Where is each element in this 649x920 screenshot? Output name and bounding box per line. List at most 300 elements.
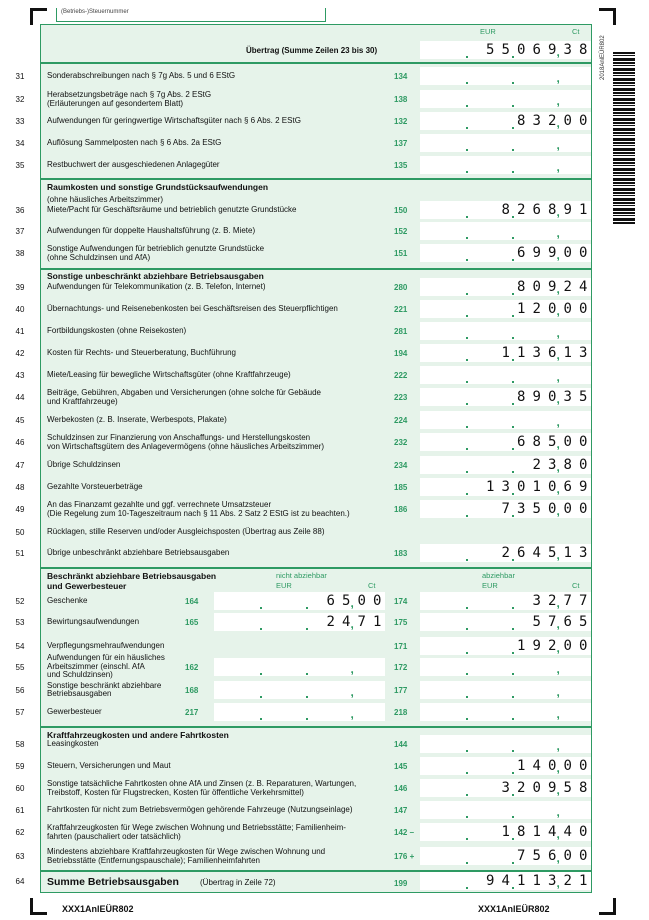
digit-cell (513, 658, 529, 676)
digit-cell: 0 (513, 478, 529, 496)
digit-cell: 8 (513, 388, 529, 406)
row-code: 144 (394, 740, 408, 749)
digit-cell (451, 703, 467, 721)
digit-cell: 4 (338, 613, 354, 631)
row-code: 145 (394, 762, 408, 771)
row-value-field[interactable] (420, 456, 591, 474)
digit-cell (214, 592, 230, 610)
digit-cell (436, 872, 452, 890)
row-value-field[interactable] (420, 201, 591, 219)
digit-cell (467, 847, 483, 865)
digit-cell (482, 433, 498, 451)
row-number: 38 (15, 249, 25, 258)
digit-cell: 8 (498, 201, 514, 219)
digit-cell (529, 681, 545, 699)
digit-cell (575, 67, 591, 85)
decimal-comma: , (350, 662, 354, 676)
row-number: 52 (15, 597, 25, 606)
decimal-comma: , (556, 415, 560, 429)
digit-cell (261, 592, 277, 610)
digit-cell (467, 322, 483, 340)
digit-cell: 5 (529, 613, 545, 631)
digit-cell (369, 703, 385, 721)
row-value-field[interactable] (420, 779, 591, 797)
row-code: 186 (394, 505, 408, 514)
digit-cell (482, 823, 498, 841)
row-value-field[interactable] (420, 544, 591, 562)
digit-cell: 0 (575, 847, 591, 865)
row-value-field[interactable] (420, 112, 591, 130)
digit-cell (420, 658, 436, 676)
digit-cell (420, 388, 436, 406)
row-code: 185 (394, 483, 408, 492)
digit-cell: 0 (560, 847, 576, 865)
ct-label: Ct (572, 27, 580, 36)
digit-cell: 6 (513, 244, 529, 262)
digit-cell: 2 (560, 278, 576, 296)
row-value-nicht-abziehbar[interactable] (214, 613, 385, 631)
row-value-field[interactable] (420, 322, 591, 340)
digit-cell (323, 658, 339, 676)
row-number: 54 (15, 642, 25, 651)
row-value-field[interactable] (420, 344, 591, 362)
decimal-comma: , (556, 392, 560, 406)
digit-cell (529, 703, 545, 721)
digit-cell (451, 779, 467, 797)
digit-cell (467, 544, 483, 562)
digit-cell: 0 (560, 112, 576, 130)
row-number: 35 (15, 161, 25, 170)
digit-cell (513, 735, 529, 753)
digit-cell (436, 801, 452, 819)
row-code: 146 (394, 784, 408, 793)
digit-cell (498, 703, 514, 721)
digit-cell: 0 (529, 278, 545, 296)
digit-cell (451, 278, 467, 296)
row-value-nicht-abziehbar[interactable] (214, 658, 385, 676)
digit-cell (560, 703, 576, 721)
row-value-abziehbar[interactable] (420, 613, 591, 631)
digit-cell (482, 344, 498, 362)
digit-cell: 2 (544, 637, 560, 655)
row-value-abziehbar[interactable] (420, 592, 591, 610)
digit-cell (420, 757, 436, 775)
digit-cell (498, 112, 514, 130)
row-value-nicht-abziehbar[interactable] (214, 681, 385, 699)
row-label: Kosten für Rechts- und Steuerberatung, Buchführung (47, 348, 237, 357)
row-number: 37 (15, 227, 25, 236)
row-code: 224 (394, 416, 408, 425)
digit-cell (467, 411, 483, 429)
row-label: Verpflegungsmehraufwendungen (47, 641, 165, 650)
digit-cell (513, 456, 529, 474)
row-label: Treibstoff, Kosten für Flugstrecken, Kosten für öffentliche Verkehrsmittel) (47, 788, 304, 797)
digit-cell (436, 41, 452, 59)
row-number: 49 (15, 505, 25, 514)
digit-cell (529, 222, 545, 240)
digit-cell: 1 (369, 613, 385, 631)
digit-cell: 1 (529, 872, 545, 890)
digit-cell (436, 735, 452, 753)
row-value-field[interactable] (420, 433, 591, 451)
row-label: von Wirtschaftsgütern des Anlagevermögens (ohne häusliches Arbeitszimmer) (47, 442, 325, 451)
digit-cell (261, 658, 277, 676)
digit-cell (467, 872, 483, 890)
digit-cell (436, 344, 452, 362)
eur-label: EUR (480, 27, 496, 36)
digit-cell: 3 (529, 112, 545, 130)
row-number: 55 (15, 663, 25, 672)
digit-cell (498, 456, 514, 474)
digit-cell (420, 411, 436, 429)
digit-cell: 9 (529, 388, 545, 406)
digit-cell (467, 344, 483, 362)
digit-cell (292, 681, 308, 699)
digit-cell (498, 322, 514, 340)
digit-cell: 5 (544, 544, 560, 562)
digit-cell (467, 300, 483, 318)
digit-cell (482, 456, 498, 474)
row-label: Aufwendungen für ein häusliches (47, 653, 165, 663)
digit-cell: 4 (529, 544, 545, 562)
digit-cell (467, 222, 483, 240)
digit-cell (513, 366, 529, 384)
row-value-field[interactable] (420, 847, 591, 865)
digit-cell (420, 801, 436, 819)
digit-cell (436, 278, 452, 296)
digit-cell (420, 156, 436, 174)
digit-cell (230, 658, 246, 676)
digit-cell (436, 847, 452, 865)
steuernummer-label: (Betriebs-)Steuernummer (61, 9, 129, 15)
digit-cell (467, 823, 483, 841)
row-number: 42 (15, 349, 25, 358)
row-number: 40 (15, 305, 25, 314)
digit-cell: 7 (498, 500, 514, 518)
total-value-field[interactable] (420, 872, 591, 890)
digit-cell (420, 779, 436, 797)
row-value-field[interactable] (420, 134, 591, 152)
row-value-field[interactable] (420, 156, 591, 174)
digit-cell (482, 613, 498, 631)
ct-label-right: Ct (572, 581, 580, 590)
digit-cell: 0 (575, 757, 591, 775)
digit-cell (436, 244, 452, 262)
digit-cell: 4 (575, 278, 591, 296)
digit-cell (451, 872, 467, 890)
digit-cell: 8 (513, 278, 529, 296)
digit-cell (307, 681, 323, 699)
digit-cell (529, 658, 545, 676)
decimal-comma: , (556, 641, 560, 655)
digit-cell (436, 592, 452, 610)
digit-cell: 1 (529, 823, 545, 841)
decimal-comma: , (556, 71, 560, 85)
digit-cell (307, 703, 323, 721)
digit-cell (498, 681, 514, 699)
digit-cell (575, 658, 591, 676)
digit-cell (513, 681, 529, 699)
digit-cell (214, 681, 230, 699)
digit-cell (292, 592, 308, 610)
digit-cell: 9 (560, 201, 576, 219)
row-label: und Kraftfahrzeuge) (47, 397, 118, 406)
row-value-abziehbar[interactable] (420, 703, 591, 721)
digit-cell (529, 156, 545, 174)
digit-cell (436, 637, 452, 655)
row-value-field[interactable] (420, 500, 591, 518)
digit-cell: 5 (529, 500, 545, 518)
digit-cell: 4 (544, 823, 560, 841)
row-code-nicht-abziehbar: 162 (185, 663, 199, 672)
row-value-field[interactable] (420, 366, 591, 384)
digit-cell (467, 779, 483, 797)
row-number: 64 (15, 877, 25, 886)
digit-cell (498, 433, 514, 451)
digit-cell (261, 703, 277, 721)
row-value-field[interactable] (420, 222, 591, 240)
digit-cell (420, 544, 436, 562)
row-value-field[interactable] (420, 244, 591, 262)
digit-cell (214, 703, 230, 721)
digit-cell (467, 433, 483, 451)
digit-cell (467, 757, 483, 775)
section-divider (40, 178, 592, 180)
digit-cell (513, 801, 529, 819)
row-number: 45 (15, 416, 25, 425)
digit-cell (467, 134, 483, 152)
row-number: 41 (15, 327, 25, 336)
decimal-comma: , (350, 596, 354, 610)
row-value-field[interactable] (420, 300, 591, 318)
digit-cell (513, 613, 529, 631)
row-value-abziehbar[interactable] (420, 637, 591, 655)
digit-cell (214, 613, 230, 631)
row-value-field[interactable] (420, 411, 591, 429)
digit-cell (420, 90, 436, 108)
digit-cell (467, 278, 483, 296)
digit-cell: 7 (354, 613, 370, 631)
decimal-comma: , (556, 596, 560, 610)
digit-cell (560, 156, 576, 174)
digit-cell (498, 592, 514, 610)
row-value-field[interactable] (420, 757, 591, 775)
digit-cell: 9 (482, 872, 498, 890)
row-number: 33 (15, 117, 25, 126)
digit-cell: 2 (513, 201, 529, 219)
digit-cell (214, 658, 230, 676)
digit-cell (482, 544, 498, 562)
decimal-comma: , (556, 827, 560, 841)
digit-cell: 0 (560, 300, 576, 318)
digit-cell (436, 90, 452, 108)
decimal-comma: , (556, 348, 560, 362)
digit-cell (467, 112, 483, 130)
digit-cell (482, 156, 498, 174)
digit-cell (467, 658, 483, 676)
digit-cell (467, 156, 483, 174)
row-code-abziehbar: 172 (394, 663, 408, 672)
digit-cell (513, 592, 529, 610)
ct-label-left: Ct (368, 581, 376, 590)
row-number: 61 (15, 806, 25, 815)
digit-cell (575, 366, 591, 384)
row-number: 59 (15, 762, 25, 771)
digit-cell (436, 658, 452, 676)
row-label: Übrige Schuldzinsen (47, 460, 121, 469)
digit-cell (513, 322, 529, 340)
row-value-field[interactable] (420, 90, 591, 108)
digit-cell: 1 (513, 300, 529, 318)
digit-cell (451, 366, 467, 384)
row-value-field[interactable] (420, 823, 591, 841)
row-number: 43 (15, 371, 25, 380)
digit-cell (498, 278, 514, 296)
digit-cell (436, 703, 452, 721)
digit-cell (467, 592, 483, 610)
digit-cell (261, 681, 277, 699)
digit-cell (420, 222, 436, 240)
digit-cell (451, 847, 467, 865)
row-label: Sonderabschreibungen nach § 7g Abs. 5 und 6 EStG (47, 71, 236, 80)
digit-cell: 0 (560, 757, 576, 775)
digit-cell (420, 322, 436, 340)
digit-cell: 1 (529, 478, 545, 496)
digit-cell (482, 90, 498, 108)
total-note: (Übertrag in Zeile 72) (200, 878, 276, 887)
digit-cell (498, 90, 514, 108)
corner-mark-top-right (599, 8, 616, 25)
digit-cell (420, 823, 436, 841)
digit-cell (420, 456, 436, 474)
digit-cell: 5 (498, 41, 514, 59)
digit-cell (467, 366, 483, 384)
digit-cell (498, 735, 514, 753)
total-label: Summe Betriebsausgaben (47, 876, 179, 888)
digit-cell (420, 500, 436, 518)
digit-cell (323, 681, 339, 699)
digit-cell (451, 500, 467, 518)
digit-cell: 5 (529, 847, 545, 865)
row-value-field[interactable] (420, 478, 591, 496)
digit-cell: 3 (498, 478, 514, 496)
digit-cell: 9 (529, 637, 545, 655)
footer-code-right: XXX1AnlEÜR802 (478, 904, 550, 914)
digit-cell: 5 (560, 779, 576, 797)
decimal-comma: , (556, 282, 560, 296)
digit-cell: 0 (575, 300, 591, 318)
section-beschraenkt-title-1: Beschränkt abziehbare Betriebsausgaben (47, 571, 217, 581)
digit-cell: 4 (498, 872, 514, 890)
digit-cell: 6 (529, 201, 545, 219)
digit-cell: 1 (513, 872, 529, 890)
row-value-field[interactable] (420, 735, 591, 753)
digit-cell (575, 735, 591, 753)
row-label: Aufwendungen für geringwertige Wirtschaftsgüter nach § 6 Abs. 2 EStG (47, 116, 301, 125)
digit-cell (560, 658, 576, 676)
row-label: Restbuchwert der ausgeschiedenen Anlagegüter (47, 160, 220, 169)
section-raum-title: Raumkosten und sonstige Grundstücksaufwendungen (47, 182, 269, 192)
section-beschraenkt-title-2: und Gewerbesteuer (47, 581, 127, 591)
digit-cell: 3 (544, 872, 560, 890)
row-value-abziehbar[interactable] (420, 658, 591, 676)
row-code: 137 (394, 139, 408, 148)
row-value-field[interactable] (420, 801, 591, 819)
decimal-comma: , (350, 707, 354, 721)
digit-cell (230, 613, 246, 631)
row-code-abziehbar: 175 (394, 618, 408, 627)
row-code-nicht-abziehbar: 168 (185, 686, 199, 695)
row-code: 176 + (394, 852, 415, 861)
steuernummer-field[interactable] (56, 8, 326, 22)
decimal-comma: , (556, 45, 560, 59)
uebertrag-value[interactable] (420, 41, 591, 59)
row-value-field[interactable] (420, 388, 591, 406)
digit-cell: 8 (513, 823, 529, 841)
digit-cell (307, 613, 323, 631)
digit-cell: 3 (560, 41, 576, 59)
digit-cell (420, 366, 436, 384)
digit-cell (467, 41, 483, 59)
digit-cell: 5 (544, 433, 560, 451)
row-label: (ohne Schuldzinsen und AfA) (47, 253, 151, 262)
section-raum-subtitle: (ohne häusliches Arbeitszimmer) (47, 195, 164, 204)
digit-cell (451, 41, 467, 59)
digit-cell (560, 134, 576, 152)
digit-cell (498, 388, 514, 406)
digit-cell (498, 411, 514, 429)
corner-mark-bottom-left (30, 898, 47, 915)
digit-cell: 9 (529, 244, 545, 262)
digit-cell: 0 (369, 592, 385, 610)
digit-cell: 9 (544, 779, 560, 797)
decimal-comma: , (556, 226, 560, 240)
digit-cell: 1 (560, 344, 576, 362)
digit-cell (575, 222, 591, 240)
digit-cell (420, 847, 436, 865)
digit-cell (451, 67, 467, 85)
digit-cell: 8 (575, 779, 591, 797)
digit-cell (560, 322, 576, 340)
row-value-field[interactable] (420, 278, 591, 296)
digit-cell: 9 (544, 41, 560, 59)
row-value-abziehbar[interactable] (420, 681, 591, 699)
digit-cell (369, 681, 385, 699)
digit-cell (513, 156, 529, 174)
digit-cell: 0 (513, 41, 529, 59)
digit-cell (436, 388, 452, 406)
row-number: 34 (15, 139, 25, 148)
decimal-comma: , (556, 160, 560, 174)
digit-cell (482, 658, 498, 676)
row-code: 135 (394, 161, 408, 170)
decimal-comma: , (556, 783, 560, 797)
digit-cell (245, 703, 261, 721)
digit-cell (420, 613, 436, 631)
digit-cell (276, 681, 292, 699)
digit-cell (482, 222, 498, 240)
digit-cell: 2 (544, 592, 560, 610)
row-value-nicht-abziehbar[interactable] (214, 703, 385, 721)
row-code-abziehbar: 174 (394, 597, 408, 606)
digit-cell (436, 112, 452, 130)
digit-cell: 1 (560, 544, 576, 562)
row-value-field[interactable] (420, 67, 591, 85)
digit-cell: 3 (575, 544, 591, 562)
digit-cell: 2 (544, 112, 560, 130)
digit-cell (498, 134, 514, 152)
row-value-nicht-abziehbar[interactable] (214, 592, 385, 610)
